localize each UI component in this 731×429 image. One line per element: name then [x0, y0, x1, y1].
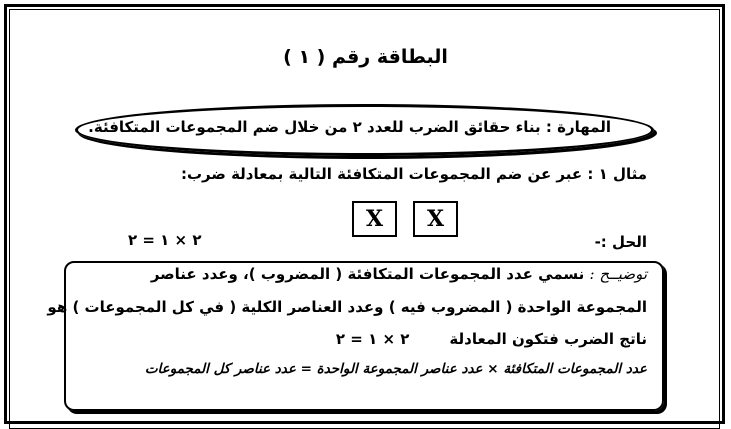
- explanation-line-3: [336, 330, 647, 348]
- explanation-line-1: [151, 265, 647, 283]
- solution-label: الحل :-: [594, 233, 647, 251]
- skill-text: المهارة : بناء حقائق الضرب للعدد ٢ من خلال ضم المجموعات المتكافئة.: [88, 118, 611, 136]
- solution-equation: ٢ × ١ = ٢: [128, 231, 202, 249]
- explanation-rule: عدد المجموعات المتكافئة × عدد عناصر المجموعة الواحدة = عدد عناصر كل المجموعات: [144, 361, 647, 377]
- explanation-equation: ٢ × ١ = ٢: [335, 330, 410, 348]
- card-title: البطاقة رقم ( ١ ): [283, 46, 448, 68]
- example-prompt: مثال ١ : عبر عن ضم المجموعات المتكافئة التالية بمعادلة ضرب:: [180, 165, 647, 183]
- group-box-2: X: [413, 201, 458, 237]
- explanation-line-1-text: نسمي عدد المجموعات المتكافئة ( المضروب )، وعدد عناصر: [150, 265, 585, 283]
- explanation-line-3-text: ناتج الضرب فتكون المعادلة: [449, 330, 647, 348]
- group-box-1: X: [352, 201, 397, 237]
- explanation-line-2: المجموعة الواحدة ( المضروب فيه ) وعدد العناصر الكلية ( في كل المجموعات ) هو: [47, 298, 647, 316]
- explanation-label: توضيــح :: [589, 265, 647, 283]
